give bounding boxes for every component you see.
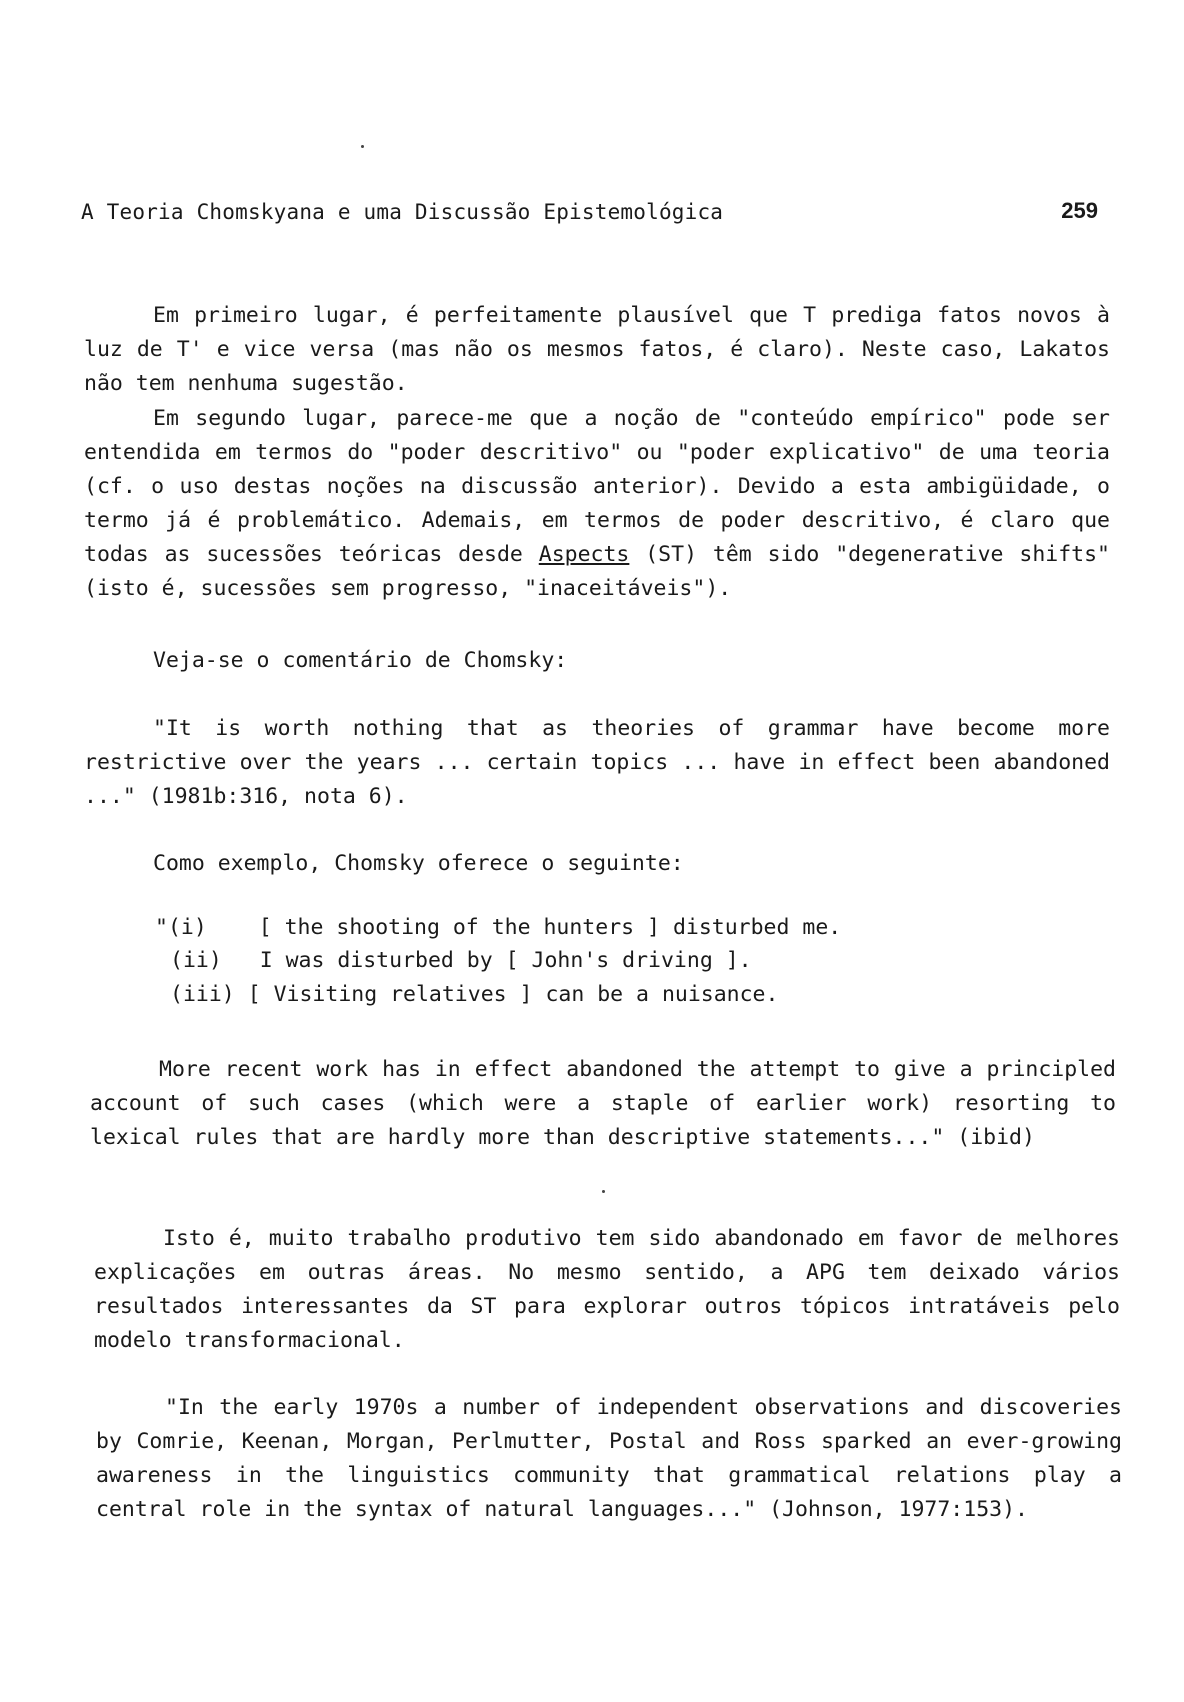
quote-1: "It is worth nothing that as theories of grammar have become more restrictive over the years ... certain topics ... have in effect been abandoned ..." (1981b:316, nota 6). [84, 716, 1110, 809]
example-i-bracketed: the shooting of the hunters [284, 915, 635, 940]
book-title-aspects: Aspects [538, 542, 630, 567]
paragraph-5: Isto é, muito trabalho produtivo tem sido abandonado em favor de melhores explicações em outras áreas. No mesmo sentido, a APG tem deixado vários resultados interessantes da ST para explorar outros tópicos intratáveis pelo modelo transformacional. [94, 1226, 1120, 1353]
example-iii [170, 982, 778, 1007]
quote-3: "In the early 1970s a number of independent observations and discoveries by Comrie, Keenan, Morgan, Perlmutter, Postal and Ross sparked an ever-growing awareness in the linguistics community that grammatical relations play a central role in the syntax of natural languages..." (Johnson, 1977:153). [96, 1395, 1122, 1522]
example-i-open-bracket: [ [258, 915, 272, 940]
paragraph-2-text-a: Em segundo lugar, parece-me que a noção de "conteúdo empírico" pode ser entendida em termos do "poder descritivo" ou "poder explicativo" de uma teoria (cf. o uso destas noções na discussão anterior). Devido a esta ambigüidade, o termo já é problemático. Ademais, em termos de poder descritivo, é claro que todas as sucessões teóricas desde [84, 406, 1110, 567]
example-i-rest: disturbed me. [672, 915, 842, 940]
paragraph-4: Como exemplo, Chomsky oferece o seguinte: [153, 851, 684, 876]
quote-2: More recent work has in effect abandoned the attempt to give a principled account of such cases (which were a staple of earlier work) resorting to lexical rules that are hardly more than descriptive statements..." (ibid) [90, 1057, 1116, 1150]
page-number: 259 [1061, 198, 1098, 223]
example-i-close-bracket: ] [647, 915, 660, 940]
example-i-number: "(i) [155, 915, 207, 940]
example-ii-close-bracket: ] [725, 948, 739, 973]
example-ii-bracketed: John's driving [531, 948, 713, 973]
speck-mark [602, 1190, 605, 1193]
paragraph-3: Veja-se o comentário de Chomsky: [153, 648, 568, 673]
running-header: A Teoria Chomskyana e uma Discussão Epistemológica [81, 200, 724, 224]
example-iii-bracketed: Visiting relatives [273, 982, 507, 1007]
example-ii-number: (ii) [170, 948, 222, 973]
example-iii-rest: can be a nuisance. [545, 982, 779, 1007]
example-iii-number: (iii) [170, 982, 235, 1007]
example-iii-open-bracket: [ [247, 982, 261, 1007]
paragraph-1: Em primeiro lugar, é perfeitamente plausível que T prediga fatos novos à luz de T' e vice versa (mas não os mesmos fatos, é claro). Neste caso, Lakatos não tem nenhuma sugestão. [84, 303, 1110, 396]
example-ii-period: . [738, 948, 752, 973]
example-ii [170, 948, 752, 973]
speck-mark [361, 145, 364, 148]
example-ii-open-bracket: [ [505, 948, 519, 973]
example-iii-close-bracket: ] [519, 982, 533, 1007]
example-i [155, 915, 841, 940]
example-ii-text: I was disturbed by [259, 948, 493, 973]
paragraph-2 [84, 402, 1110, 606]
paragraph-2-text-b: (ST) têm sido "degenerative shifts" (isto é, sucessões sem progresso, "inaceitáveis"). [84, 542, 1110, 601]
